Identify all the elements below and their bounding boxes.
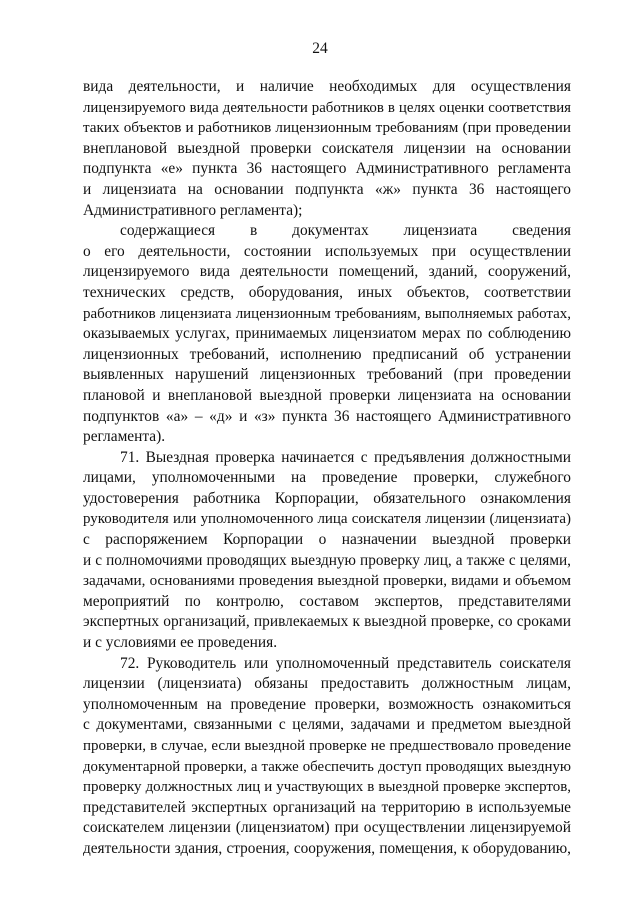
text-line: работников лицензиата лицензионным требованиям, выполняемых работах, [83, 305, 571, 322]
text-line: удостоверения работника Корпорации, обязательного ознакомления [83, 489, 571, 507]
text-line: деятельности здания, строения, сооружения, помещения, к оборудованию, [83, 839, 571, 857]
text-line: задачами, основаниями проведения выездной проверки, видами и объемом [83, 572, 571, 590]
text-line: проверки, в случае, если выездной проверке не предшествовало проведение [83, 738, 571, 754]
text-line: лицензируемого вида деятельности помещений, зданий, сооружений, [83, 263, 571, 281]
text-line: руководителя или уполномоченного лица соискателя лицензии (лицензиата) [83, 511, 571, 528]
text-line: уполномоченным на проведение проверки, возможность ознакомиться [83, 695, 571, 713]
text-line: лицензируемого вида деятельности работников в целях оценки соответствия [83, 99, 571, 116]
text-line: мероприятий по контролю, составом экспертов, представителями [83, 592, 571, 610]
text-line: 71. Выездная проверка начинается с предъявления должностными [120, 448, 571, 466]
page-number: 24 [312, 40, 328, 57]
text-line: соискателем лицензии (лицензиатом) при осуществлении лицензируемой [83, 819, 571, 837]
text-line: подпунктов «а» – «д» и «з» пункта 36 настоящего Административного [83, 407, 571, 425]
text-line: плановой и внеплановой выездной проверки лицензиата на основании [83, 386, 571, 404]
text-line: выявленных нарушений лицензионных требований (при проведении [83, 366, 571, 384]
text-line: внеплановой выездной проверки соискателя лицензии на основании [83, 139, 571, 157]
text-line: и лицензиата на основании подпункта «ж» пункта 36 настоящего [83, 180, 571, 198]
text-line: содержащиеся в документах лицензиата сведения [120, 222, 571, 240]
text-line: экспертных организаций, привлекаемых к выездной проверке, со сроками [83, 613, 571, 631]
text-line: регламента). [83, 428, 166, 446]
text-line: с распоряжением Корпорации о назначении выездной проверки [83, 531, 571, 549]
text-line: технических средств, оборудования, иных объектов, соответствии [83, 283, 571, 301]
text-line: представителей экспертных организаций на территорию в используемые [83, 798, 571, 816]
text-line: лицензионных требований, исполнению предписаний об устранении [83, 345, 571, 363]
text-line: 72. Руководитель или уполномоченный представитель соискателя [120, 654, 571, 672]
text-line: таких объектов и работников лицензионным требованиям (при проведении [83, 120, 571, 137]
text-line: документарной проверки, а также обеспечить доступ проводящих выездную [83, 758, 571, 775]
text-line: и с полномочиями проводящих выездную проверку лиц, а также с целями, [83, 551, 571, 569]
text-line: и с условиями ее проведения. [83, 634, 278, 652]
text-line: Административного регламента); [83, 201, 303, 219]
text-line: лицами, уполномоченными на проведение проверки, служебного [83, 469, 571, 487]
text-line: лицензии (лицензиата) обязаны предоставить должностным лицам, [83, 675, 571, 693]
text-line: о его деятельности, состоянии используемых при осуществлении [83, 242, 571, 260]
document-body [83, 77, 571, 860]
text-line: проверку должностных лиц и участвующих в выездной проверке экспертов, [83, 779, 571, 796]
text-line: с документами, связанными с целями, задачами и предметом выездной [83, 716, 571, 734]
text-line: вида деятельности, и наличие необходимых для осуществления [83, 78, 571, 95]
text-line: подпункта «е» пункта 36 настоящего Административного регламента [83, 160, 571, 178]
text-line: оказываемых услугах, принимаемых лицензиатом мерах по соблюдению [83, 325, 571, 343]
